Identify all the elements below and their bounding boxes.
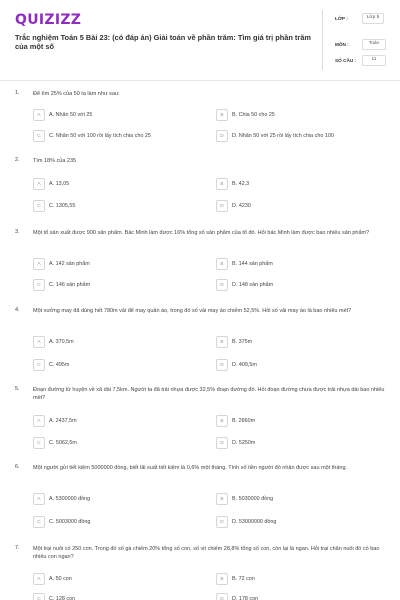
option-letter-box: C (33, 516, 45, 528)
option-letter-box: C (33, 130, 45, 142)
option-text: A. 142 sản phẩm (49, 261, 90, 267)
option-text: C. 5062,5m (49, 440, 77, 446)
question-text: Một trại nuôi có 250 con. Trong đó số gà chiếm 20% tổng số con, số vịt chiếm 28,8% tổng số con, còn lại là ngan. Hỏi trại chăn nuôi đó có bao nhiêu con ngan? (33, 546, 380, 560)
question-number: 2. (15, 157, 20, 163)
option-text: A. 50 con (49, 576, 72, 582)
option-letter-box: C (33, 279, 45, 291)
option-letter-box: A (33, 415, 45, 427)
option-text: C. Nhân 50 với 100 rồi lấy tích chia cho 25 (49, 133, 151, 139)
option-text: D. 53000000 đồng (232, 519, 277, 525)
option-letter-box: C (33, 359, 45, 371)
question-text: Tìm 18% của 235 (33, 158, 77, 164)
question-number: 1. (15, 90, 20, 96)
meta-value-grade: Lớp 5 (362, 13, 384, 24)
option-text: B. Chia 50 cho 25 (232, 112, 275, 118)
option-text: D. 148 sản phẩm (232, 282, 274, 288)
option-letter-box: C (33, 437, 45, 449)
option-text: D. 5250m (232, 440, 256, 446)
header-rule (0, 80, 400, 81)
question-number: 5. (15, 386, 20, 392)
question-number: 4. (15, 307, 20, 313)
meta-value-count: 11 (362, 55, 386, 66)
option-text: B. 5030000 đồng (232, 496, 274, 502)
option-text: C. 146 sản phẩm (49, 282, 91, 288)
option-letter-box: B (216, 336, 228, 348)
option-text: B. 375m (232, 339, 253, 345)
meta-value-subject: Toán (362, 39, 386, 50)
option-letter-box: B (216, 415, 228, 427)
option-text: D. 4230 (232, 203, 251, 209)
option-letter-box: D (216, 359, 228, 371)
option-text: B. 42,3 (232, 181, 250, 187)
option-letter-box: A (33, 573, 45, 585)
option-letter-box: D (216, 200, 228, 212)
option-text: A. 5300000 đồng (49, 496, 91, 502)
question-text: Một xưởng may đã dùng hết 780m vải để may quần áo, trong đó số vải may áo chiếm 52,5%. Hỏi số vải may áo là bao nhiêu mét? (33, 308, 352, 314)
option-text: A. 370,5m (49, 339, 74, 345)
option-letter-box: B (216, 178, 228, 190)
question-number: 3. (15, 229, 20, 235)
option-letter-box: B (216, 573, 228, 585)
option-letter-box: B (216, 109, 228, 121)
quizizz-logo: QUIZIZZ (15, 12, 82, 28)
option-text: A. 2437,5m (49, 418, 77, 424)
option-letter-box: C (33, 200, 45, 212)
option-letter-box: A (33, 493, 45, 505)
option-letter-box: A (33, 178, 45, 190)
option-letter-box: A (33, 258, 45, 270)
meta-label-count: SỐ CÂU : (335, 58, 357, 63)
option-text: C. 495m (49, 362, 70, 368)
option-letter-box: D (216, 593, 228, 600)
option-letter-box: D (216, 279, 228, 291)
meta-label-subject: MÔN : (335, 42, 349, 47)
option-letter-box: D (216, 437, 228, 449)
question-number: 6. (15, 464, 20, 470)
option-letter-box: B (216, 258, 228, 270)
option-text: D. 409,5m (232, 362, 257, 368)
option-text: D. Nhân 50 với 25 rồi lấy tích chia cho 100 (232, 133, 334, 139)
option-text: C. 5003000 đồng (49, 519, 91, 525)
option-text: B. 2860m (232, 418, 256, 424)
option-text: C. 128 con (49, 596, 76, 600)
option-letter-box: D (216, 516, 228, 528)
option-text: C. 1305,55 (49, 203, 76, 209)
option-text: B. 144 sản phẩm (232, 261, 273, 267)
question-number: 7. (15, 545, 20, 551)
option-letter-box: A (33, 109, 45, 121)
question-text: Đoạn đường từ huyện về xã dài 7,5km. Người ta đã trải nhựa được 32,5% đoạn đường đó. Hỏi đoạn đường chưa được trải nhựa dài bao nhiêu mét? (33, 387, 385, 401)
header-divider (322, 10, 323, 70)
meta-label-grade: LỚP : (335, 16, 348, 21)
option-text: A. 13,05 (49, 181, 70, 187)
option-letter-box: D (216, 130, 228, 142)
option-text: D. 178 con (232, 596, 259, 600)
question-text: Một người gửi tiết kiệm 5000000 đồng, biết lãi suất tiết kiệm là 0,6% một tháng. Tính số tiền người đó nhận được sau một tháng. (33, 465, 348, 471)
option-letter-box: A (33, 336, 45, 348)
option-text: A. Nhân 50 với 25 (49, 112, 93, 118)
option-letter-box: C (33, 593, 45, 600)
question-text: Để tìm 25% của 50 ta làm như sau: (33, 91, 120, 97)
question-text: Một tổ sản xuất được 900 sản phẩm. Bác Minh làm được 16% tổng số sản phẩm của tổ đó. Hỏi bác Minh làm được bao nhiêu sản phẩm? (33, 230, 370, 236)
worksheet-header (0, 0, 400, 72)
option-text: B. 72 con (232, 576, 255, 582)
option-letter-box: B (216, 493, 228, 505)
worksheet-title: Trắc nghiệm Toán 5 Bài 23: (có đáp án) Giải toán về phần trăm: Tìm giá trị phần trăm của một số (15, 33, 311, 51)
